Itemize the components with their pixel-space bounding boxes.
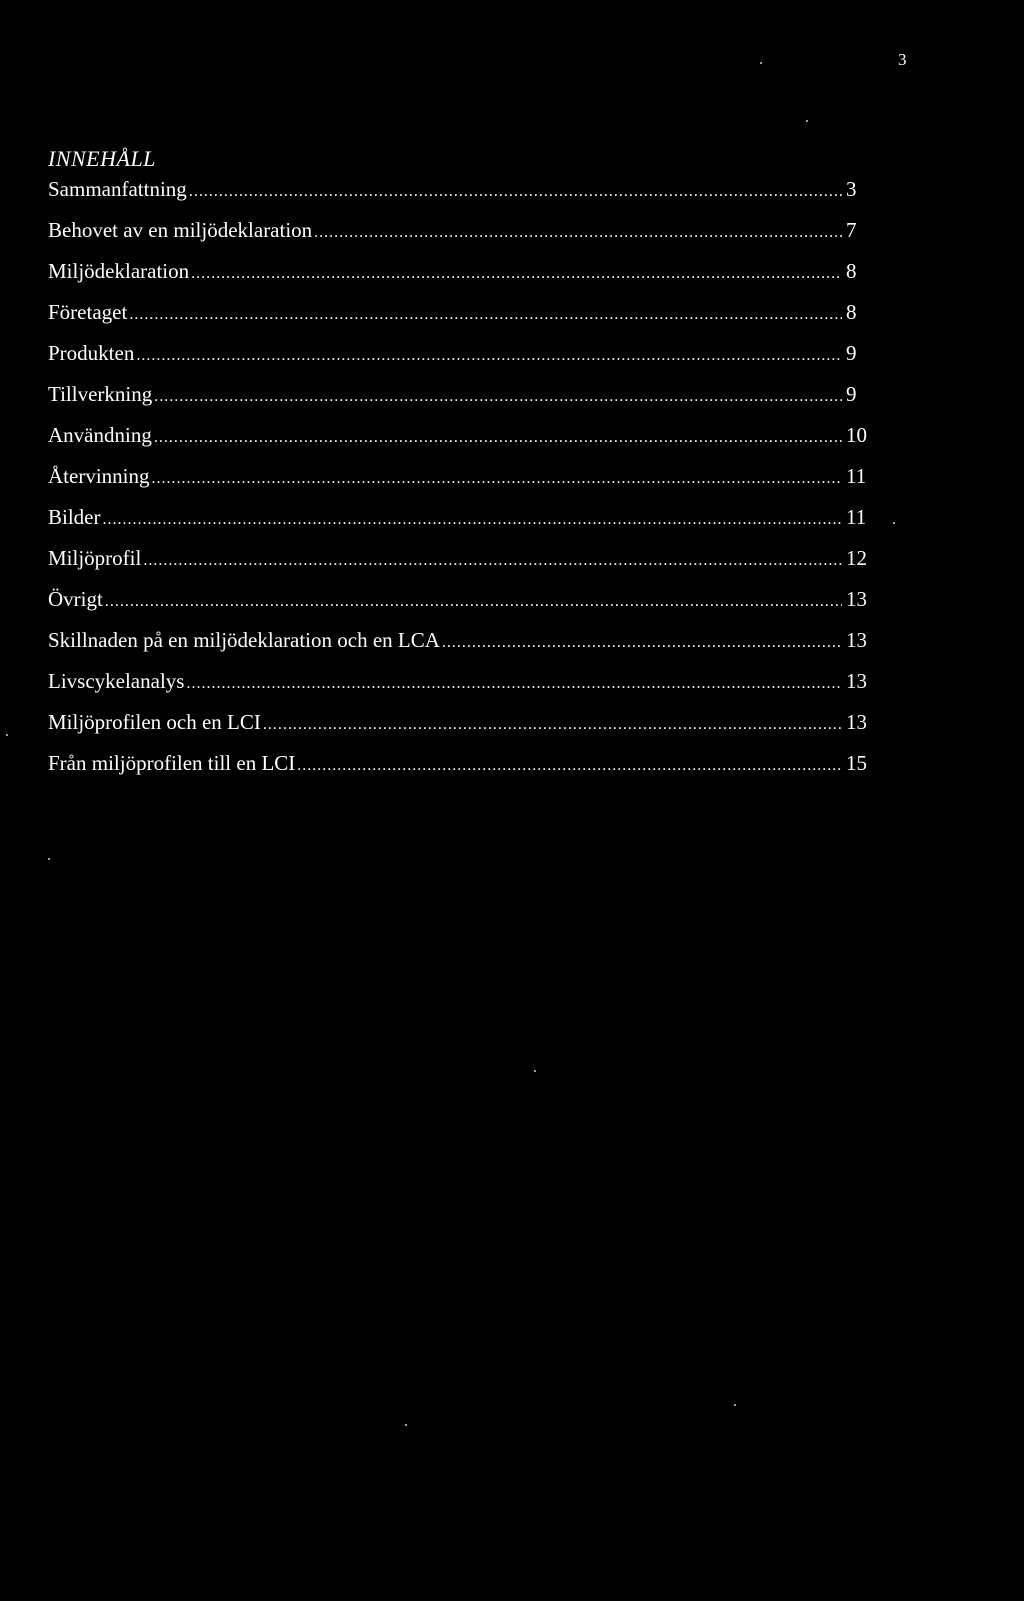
toc-dot-leader — [189, 179, 842, 205]
toc-entry-title: Livscykelanalys — [48, 669, 185, 693]
toc-dot-leader — [191, 261, 842, 287]
toc-entry-miljodeklaration[interactable] — [48, 258, 870, 299]
toc-entry-miljoprofil[interactable] — [48, 545, 870, 586]
toc-entry-page: 7 — [846, 218, 857, 242]
toc-entry-title: Tillverkning — [48, 382, 153, 406]
toc-entry-page: 13 — [846, 587, 867, 611]
toc-dot-leader — [154, 384, 842, 410]
toc-dot-leader — [151, 466, 842, 492]
scan-speck — [405, 1424, 407, 1426]
toc-entry-title: Miljödeklaration — [48, 259, 190, 283]
scan-speck — [48, 858, 50, 860]
toc-entry-sammanfattning[interactable] — [48, 176, 870, 217]
toc-entry-page: 3 — [846, 177, 857, 201]
toc-entry-foretaget[interactable] — [48, 299, 870, 340]
toc-entry-title: Skillnaden på en miljödeklaration och en LCA — [48, 628, 440, 652]
toc-entry-page: 13 — [846, 628, 867, 652]
toc-dot-leader — [263, 712, 842, 738]
toc-entry-anvandning[interactable] — [48, 422, 870, 463]
toc-dot-leader — [129, 302, 842, 328]
toc-entry-title: Miljöprofilen och en LCI — [48, 710, 261, 734]
toc-entry-title: Användning — [48, 423, 152, 447]
toc-entry-page: 13 — [846, 669, 867, 693]
toc-entry-page: 11 — [846, 464, 867, 488]
toc-dot-leader — [105, 589, 842, 615]
toc-dot-leader — [314, 220, 842, 246]
toc-dot-leader — [103, 507, 843, 533]
toc-entry-page: 9 — [846, 341, 857, 365]
toc-entry-page: 9 — [846, 382, 857, 406]
toc-entry-atervinning[interactable] — [48, 463, 870, 504]
toc-entry-page: 8 — [846, 259, 857, 283]
toc-entry-title: Återvinning — [48, 464, 150, 488]
toc-entry-produkten[interactable] — [48, 340, 870, 381]
scan-speck — [734, 1404, 736, 1406]
toc-dot-leader — [442, 630, 842, 656]
toc-entry-bilder[interactable] — [48, 504, 870, 545]
toc-entry-ovrigt[interactable] — [48, 586, 870, 627]
scan-speck — [806, 120, 808, 122]
toc-dot-leader — [136, 343, 842, 369]
toc-entry-title: Bilder — [48, 505, 101, 529]
toc-entry-title: Produkten — [48, 341, 135, 365]
toc-dot-leader — [186, 671, 842, 697]
toc-entry-skillnaden[interactable] — [48, 627, 870, 668]
toc-entry-livscykelanalys[interactable] — [48, 668, 870, 709]
scan-speck — [6, 734, 8, 736]
toc-dot-leader — [154, 425, 842, 451]
toc-entry-behovet[interactable] — [48, 217, 870, 258]
toc-entry-page: 10 — [846, 423, 867, 447]
toc-entry-page: 15 — [846, 751, 867, 775]
toc-heading: INNEHÅLL — [48, 146, 156, 171]
scan-speck — [534, 1070, 536, 1072]
toc-entry-title: Från miljöprofilen till en LCI — [48, 751, 296, 775]
toc-entry-title: Miljöprofil — [48, 546, 142, 570]
toc-entry-page: 11 — [846, 505, 867, 529]
toc-entry-page: 13 — [846, 710, 867, 734]
toc-entry-title: Behovet av en miljödeklaration — [48, 218, 313, 242]
toc-entry-tillverkning[interactable] — [48, 381, 870, 422]
toc-entry-title: Övrigt — [48, 587, 103, 611]
toc-dot-leader — [297, 753, 842, 779]
scan-speck — [760, 62, 762, 64]
scan-speck — [893, 522, 895, 524]
toc-entry-page: 8 — [846, 300, 857, 324]
page-number: 3 — [898, 50, 907, 69]
toc-entry-title: Företaget — [48, 300, 128, 324]
table-of-contents — [48, 176, 870, 791]
toc-dot-leader — [143, 548, 842, 574]
toc-entry-page: 12 — [846, 546, 867, 570]
toc-entry-fran-miljoprofilen[interactable] — [48, 750, 870, 791]
toc-entry-miljoprofilen-lci[interactable] — [48, 709, 870, 750]
toc-entry-title: Sammanfattning — [48, 177, 187, 201]
